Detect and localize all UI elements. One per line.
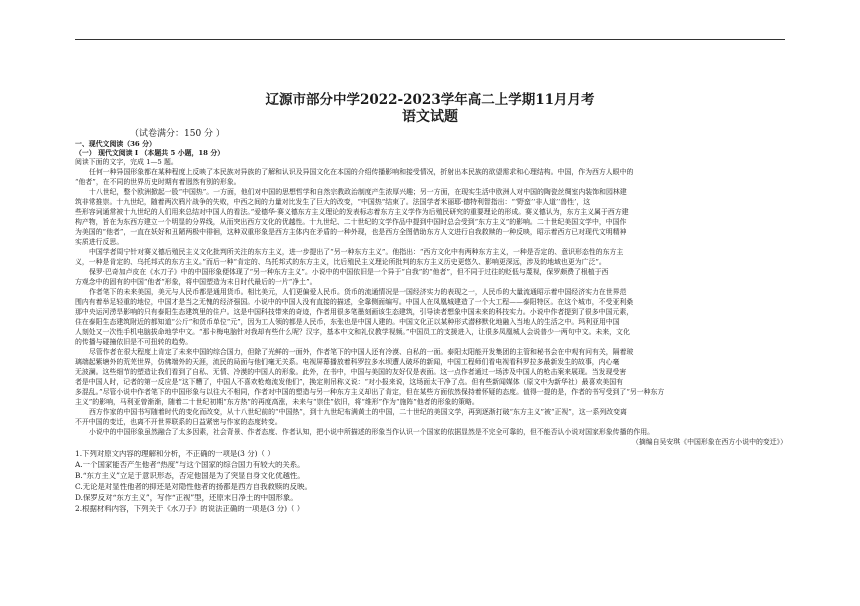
passage-line: 璃端起紫塘外的荒芜世界，仿佛端外的天涯，流民的局面与他们毫无关系。电视屏幕播放着科罗拉多水坝遭人破坏的新闻，中国工程师们看电视看科罗拉多最新发生的故事，内心毫 bbox=[75, 358, 620, 366]
passage-line: 为美国的“他者”，一直在妖好和丑陋两极中徘徊，这种双重形象是西方主体内在矛盾的一种外现，也是西方全图借助东方人文进行自我救赎的一种反映，昭示着西方已对现代文明精神 bbox=[75, 228, 627, 236]
passage-line: 尽管作者在很大程度上肯定了未来中国的综合国力，但除了光鲜的一面外，作者笔下的中国人还有冷漠、自私的一面。泰阳太阳能开发集团的主管和秘书会在中观有问有关，隔着玻 bbox=[89, 348, 634, 356]
passage-line: 义，一种是肯定的、乌托邦式的东方主义。”而后一种“肯定的、乌托邦式的东方主义，比后殖民主义理论所批判的东方主义历史更悠久、影响更深远，涉及的地域也更为广泛”。 bbox=[75, 258, 606, 266]
passage-line: 那中央运河涝旱影响的只有泰阳生态建筑里的住户。这是中国科技带来的奇迹，作者用很多笔墨刻画该生态建筑，引导读者想象中国未来的科技实力。小说中作者提到了很多中国元素， bbox=[75, 308, 634, 316]
passage-line: 任何一种异国形象都在某种程度上反映了本民族对异族的了解和认识及异国文化在本国的介绍传播影响和接受情况，折射出本民族的欲望需求和心理结构。中国，作为西方人眼中的 bbox=[89, 168, 634, 176]
passage-line: 些形容词通常被十九世纪的人们用来总结对中国人的看法。”爱德华·赛义德东方主义理论的发表标志着东方主义学作为后殖民研究的重要理论的形成。赛义德认为，东方主义属于西方建 bbox=[75, 208, 629, 216]
source-citation: （摘编自吴安琪《中国形象在西方小说中的变迁》） bbox=[631, 438, 787, 446]
question-2: 2.根据材料内容，下列关于《水刀子》的说法正确的一项是(3 分)（ ） bbox=[75, 505, 305, 513]
passage-line: 住在泰阳生态建筑附近的都知道“公斤”和货币单位“元”，因为工人领的都是人民币，东张也是中国人建的。中国文化正以某种形式潜移默化地融入当地人的生活之中。玛利亚用中国 bbox=[75, 318, 620, 326]
passage-line: 保罗·巴奇加卢皮在《水刀子》中的中国形象便体现了“另一种东方主义”。小说中的中国依旧是一个异于“自我”的“他者”，但不同于过往的贬低与蔑视，保罗颇费了根植于西 bbox=[89, 268, 609, 276]
passage-line: 筑非常推崇。十九世纪，随着两次鸦片战争的失败，中西之间的力量对比发生了巨大的改变，“中国热”结束了。法国学者米丽耶·德特利智指出：“‘野蛮’‘非人道’‘兽性’，这 bbox=[75, 198, 591, 206]
passage-line: 西方作家的中国书写随着时代的变化而改变，从十八世纪前的“中国热”，到十九世纪布满黄土的中国，二十世纪的美国文学，再到逐渐打破“东方主义”被“正视”，这一系列改变离 bbox=[89, 408, 627, 416]
subsection-heading: （一） 现代文阅读 I （本题共 5 小题，18 分） bbox=[75, 149, 225, 157]
passage-line: 方观念中的固有的中国“他者”形象，将中国塑造为末日时代最后的一片“净土”。 bbox=[75, 278, 317, 286]
passage-line: 十八世纪，整个欧洲掀起一股“中国热”。一方面，他们对中国的思想哲学和自然宗教政治制度产生浓厚兴趣；另一方面，在现实生活中欧洲人对中国的陶瓷丝绸室内装饰和园林建 bbox=[89, 188, 627, 196]
exam-subject: 语文试题 bbox=[402, 109, 458, 125]
passage-line: 构产物，旨在为东西方建立一个明显的分界线，从而突出西方文化的优越性。十九世纪、二十世纪的文学作品中提到中国时总会受到“东方主义”的影响。二十世纪美国文学中，中国作 bbox=[75, 218, 627, 226]
exam-title: 辽源市部分中学2022-2023学年高二上学期11月月考 bbox=[265, 92, 595, 108]
passage-line: “他者”，在不同的世界历史时期有着迥然有别的形象。 bbox=[75, 178, 241, 186]
passage-line: 中国学者周宁针对赛义德后殖民主义文化批判所关注的东方主义，进一步提出了“另一种东方主义”。他指出：“西方文化中有两种东方主义，一种是否定的、意识形态性的东方主 bbox=[89, 248, 624, 256]
option-b: B.“东方主义”立足于意识形态，否定他国是为了突显自身文化优越性。 bbox=[75, 472, 305, 480]
passage-line: 不开中国的变迁，也离不开世界联系的日益紧密与作家的态度转变。 bbox=[75, 418, 282, 426]
passage-line: 者是中国人时，记者的第一反应是“这下糟了，中国人不喜欢枪炮流发他们”，换定则吊称义说：“对小报来说，这场面太干净了点。但有些新闻媒体（原文中为新华社）最喜欢美国有 bbox=[75, 378, 624, 386]
reading-instruction: 阅读下面的文字，完成 1—5 题。 bbox=[75, 158, 178, 166]
score-note: （试卷满分：150 分 ） bbox=[130, 129, 225, 139]
passage-line: 小说中的中国形象虽然融合了太多因素，社会背景、作者态度、作者认知，把小说中所描述的形象当作认识一个国家的依据显然是不完全可靠的，但不能否认小说对国家形象传播的作用。 bbox=[89, 428, 655, 436]
passage-line: 无波澜。这些细节的塑造让我们看到了自私、无情、冷漠的中国人的形象。此外，在书中，中国与美国的友好仅是表面。这一点作者通过一场涉及中国人的枪击案来展现。当发现受害 bbox=[75, 368, 627, 376]
question-1: 1.下列对原文内容的理解和分析，不正确的一项是(3 分)（ ） bbox=[75, 450, 275, 458]
top-divider-line bbox=[75, 39, 785, 40]
option-a: A.一个国家能否产生他者“热度”与这个国家的综合国力有较大的关系。 bbox=[75, 461, 305, 469]
option-c: C.无论是对显性他者的抑还是对隐性他者的扬都是西方自我救赎的反映。 bbox=[75, 483, 312, 491]
passage-line: 人刻处又一次性手机电脑拔命地学中文。“那卡梅电脑针对我却有些什么呢？汉字，基本中文和礼仪教学视频。”中国员工的支援进入，让很多凤凰城人会说普少一两句中文。未来，文化 bbox=[75, 328, 630, 336]
section-heading: 一、现代文阅读（36 分） bbox=[75, 140, 156, 148]
option-d: D.保罗反对“东方主义”，写作“正视”型，还原末日净土的中国形象。 bbox=[75, 494, 298, 502]
passage-line: 主义”的影响，马利亚曾渐渐，随着二十世纪初期“东方热”的再度高涨，未来与“崇佳”依旧，将“维形”作为“施阵”他者的形象的策略。 bbox=[75, 398, 479, 406]
passage-line: 多混乱。”尽管小说中作者笔下的中国形象与以往大不相同，作者对中国的塑造与另一种东方主义却出了肯定，但在某些方面依然保持着怀疑的态度。值得一提的是，作者的书写受到了“另一种东方 bbox=[75, 388, 665, 396]
passage-line: 实质进行反思。 bbox=[75, 238, 124, 246]
passage-line: 作者笔下的未来美国，美元与人民币都是通用货币。相比美元，人们更偏爱人民币。货币的流通情况是一国经济实力的表现之一，人民币的大量流通昭示着中国经济实力在世界范 bbox=[89, 288, 627, 296]
passage-line: 围内有着举足轻重的地位，中国才是当之无愧的经济强国。小说中的中国人没有直接的描述，全靠侧面编写。中国人在凤凰城建造了一个大工程——泰阳特区。在这个城市，不受亚利桑 bbox=[75, 298, 634, 306]
passage-line: 的传播与碰撞依旧是不可扭转的趋势。 bbox=[75, 338, 193, 346]
